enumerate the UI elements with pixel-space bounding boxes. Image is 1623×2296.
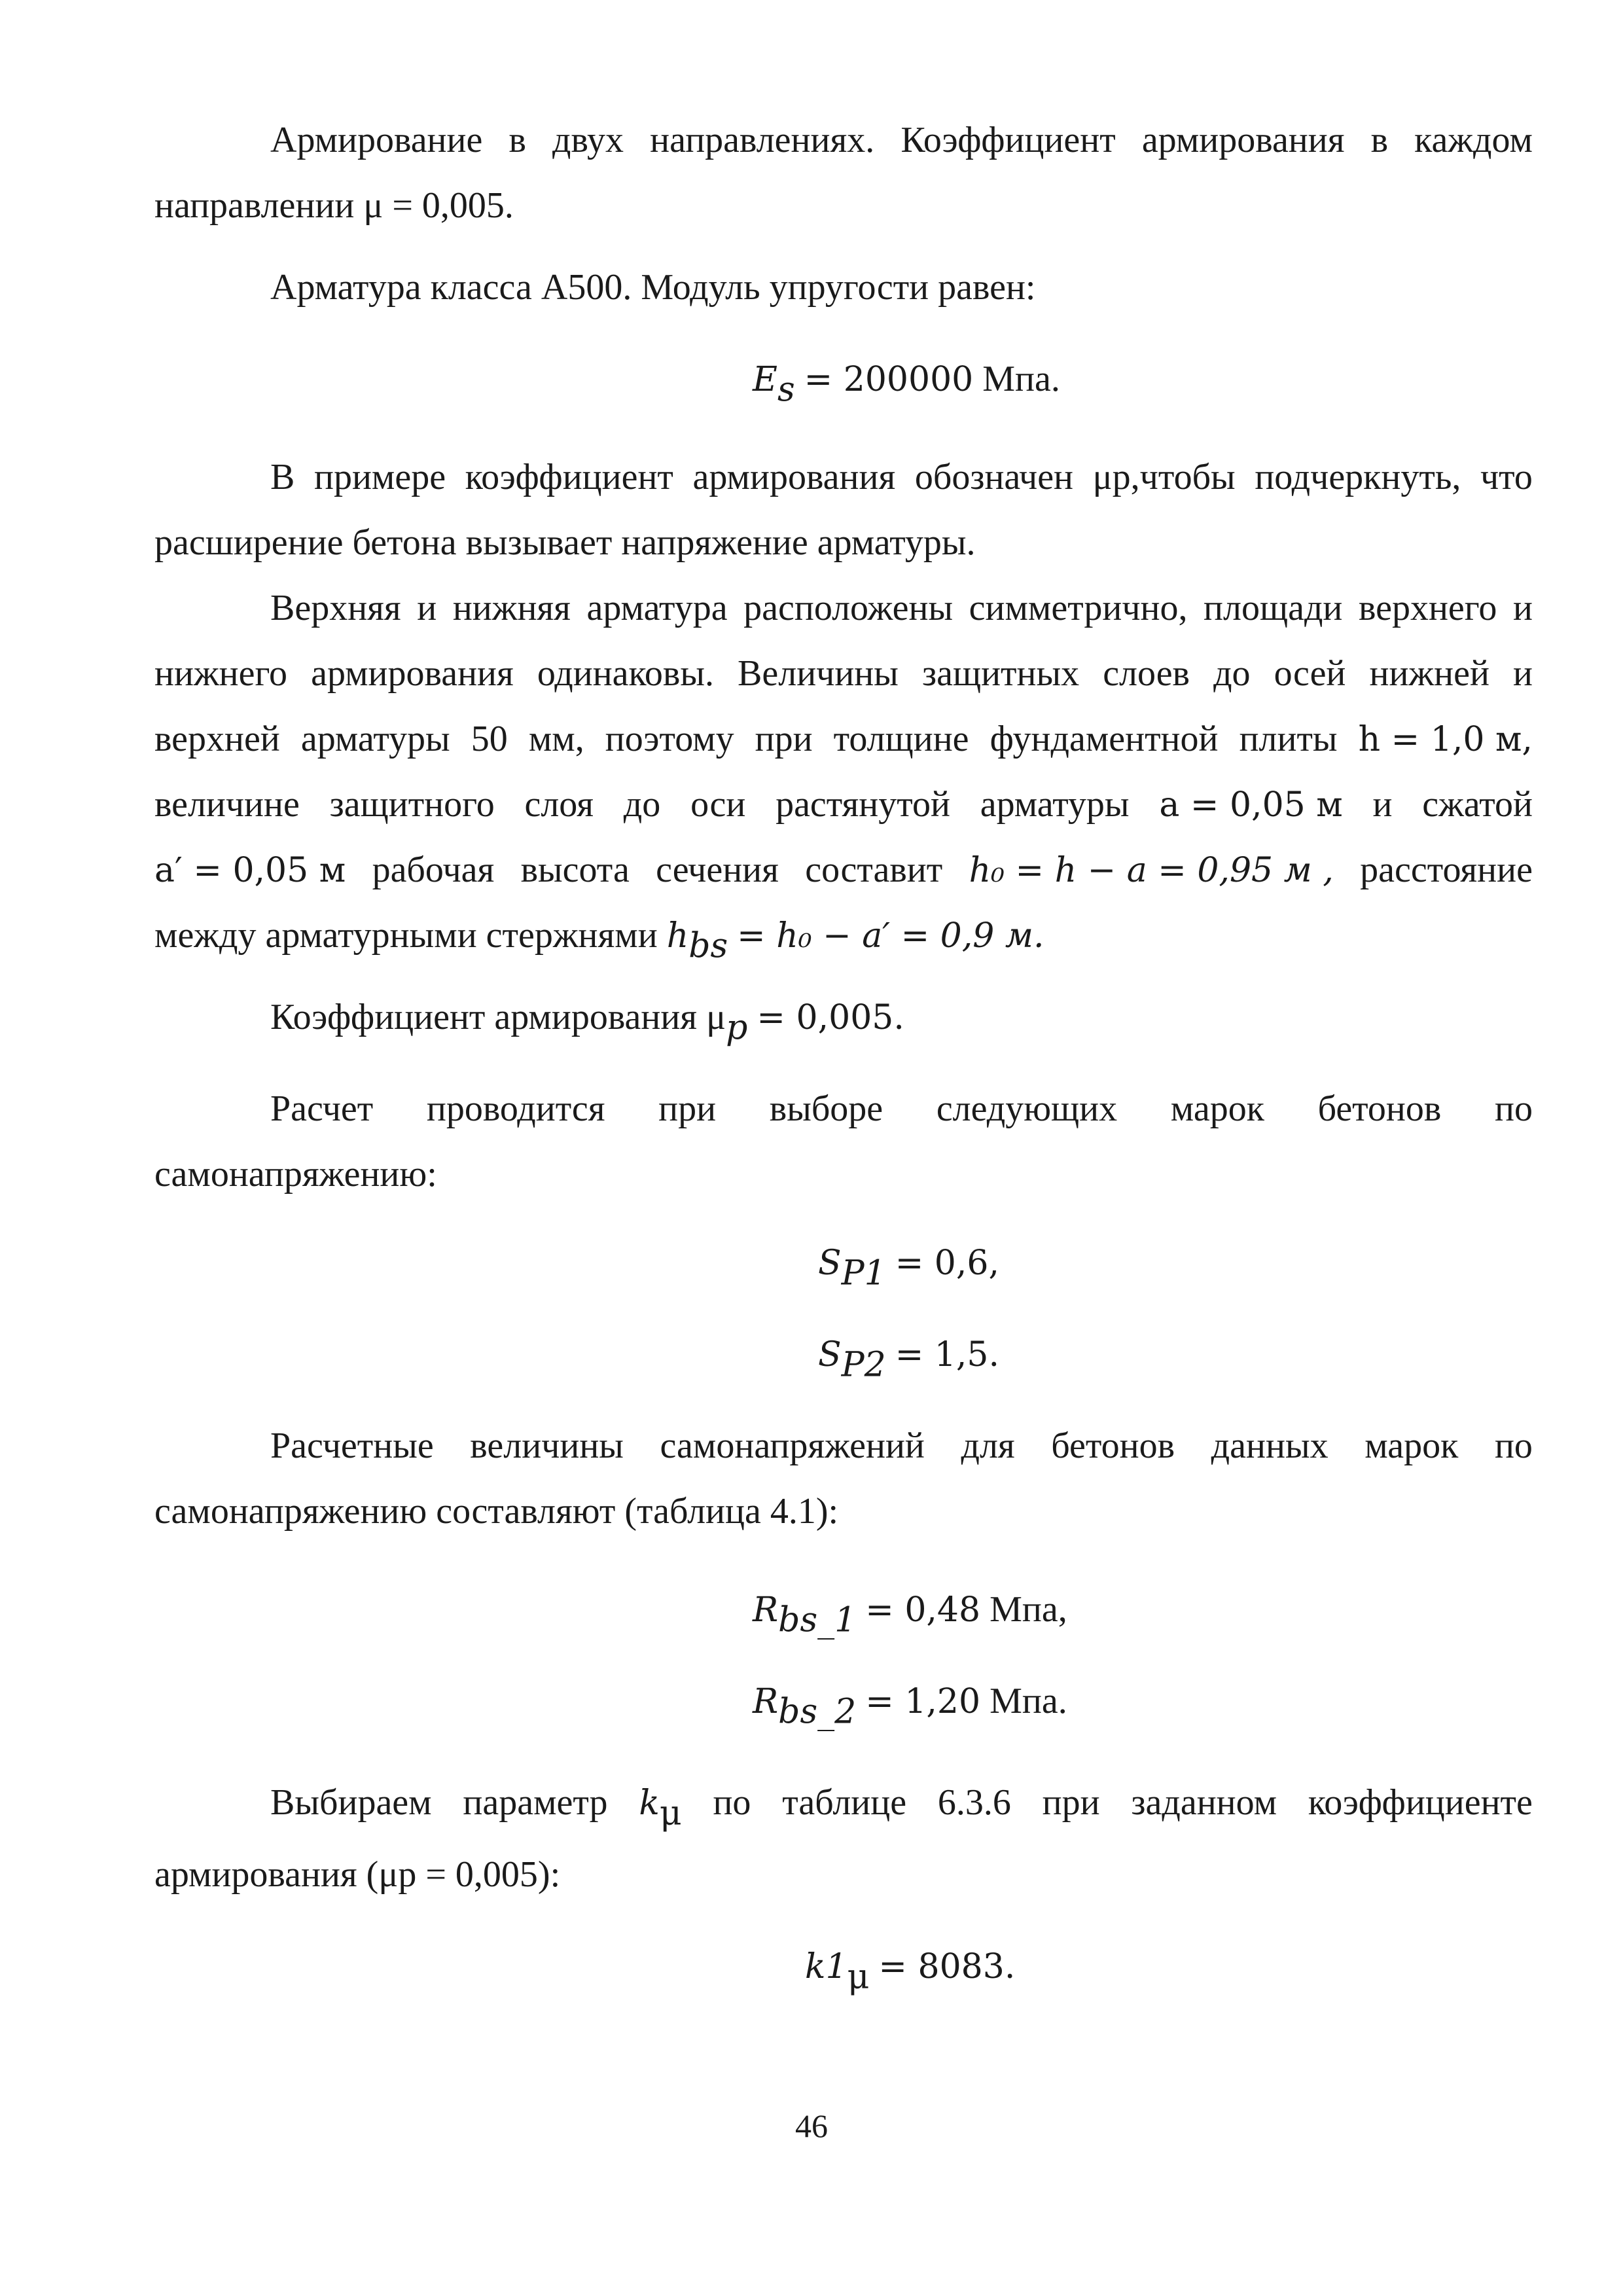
word: растянутой [776,784,950,825]
word: что [1480,457,1533,497]
eq-subscript: bs [688,926,728,966]
equation-sp1 [818,1239,1000,1293]
eq-subscript: μ [847,1957,870,1997]
word: защитного [329,784,495,825]
word: бетонов [1051,1426,1175,1466]
equation-k1 [805,1943,1016,1997]
paragraph-6-line-1 [270,1085,1533,1132]
word: по [1494,1088,1533,1129]
word: осей [1274,653,1346,694]
eq-symbol: k1 [805,1947,847,1986]
paragraph-3-line-2: расширение бетона вызывает напряжение арматуры. [154,522,976,563]
word: арматура [586,588,728,628]
word: расположены [743,588,954,628]
word: Величины [738,653,899,694]
eq-value: = 200000 [804,360,974,399]
word: до [623,784,661,825]
word: арматуры [300,719,450,759]
word: для [961,1426,1015,1466]
paragraph-1-line-2: направлении μ = 0,005. [154,185,514,226]
word: толщине [833,719,969,759]
page-number: 46 [795,2108,828,2144]
paragraph-4-line-5 [154,846,1533,893]
word: проводится [426,1088,605,1129]
eq-value: = 8083. [878,1947,1016,1986]
word: по [713,1782,751,1823]
word: В [270,457,295,497]
paragraph-4-line-2 [154,650,1533,697]
word: коэффициент [465,457,673,497]
inline-equation: h₀ = h − a = 0,95 м , [969,851,1334,890]
eq-subscript: bs_1 [778,1600,857,1640]
word: подчеркнуть, [1255,457,1461,497]
word: 6.3.6 [937,1782,1011,1823]
word: параметр [463,1782,608,1823]
word: в [1370,120,1389,160]
eq-unit: Мпа. [982,359,1060,399]
word: при [1042,1782,1100,1823]
word: нижняя [452,588,571,628]
eq-subscript: p [726,1008,748,1048]
eq-value: = h₀ − a′ = 0,9 м. [737,916,1044,956]
eq-subscript: P1 [841,1253,886,1293]
word: 50 [471,719,508,759]
word: Расчетные [270,1426,434,1466]
text-run: между арматурными стержнями [154,915,658,956]
word: симметрично, [969,588,1188,628]
word: плиты [1239,719,1338,759]
word: Выбираем [270,1782,432,1823]
word: по [1494,1426,1533,1466]
word: армирования [1141,120,1345,160]
word: в [508,120,526,160]
word: слоя [524,784,594,825]
word: величины [470,1426,624,1466]
word: мм, [528,719,584,759]
paragraph-4-line-4 [154,781,1533,828]
word: площади [1204,588,1343,628]
word: фундаментной [990,719,1219,759]
paragraph-4-line-6 [154,912,1533,966]
word: армирования [311,653,514,694]
word: армирования [692,457,896,497]
word: Коэффициент [901,120,1116,160]
word: нижнего [154,653,288,694]
word: Расчет [270,1088,374,1129]
word: величине [154,784,300,825]
word: коэффициенте [1308,1782,1533,1823]
inline-equation: a′ = 0,05 м [154,851,346,890]
equation-rbs2 [753,1677,1067,1732]
word: и [1512,588,1533,628]
eq-symbol: E [753,360,777,399]
equation-sp2 [818,1331,1000,1385]
word: при [658,1088,717,1129]
word: оси [690,784,746,825]
word: арматуры [980,784,1130,825]
word: сечения [656,850,779,890]
paragraph-2: Арматура класса А500. Модуль упругости равен: [270,267,1036,308]
eq-value: = 0,005. [757,998,904,1037]
word: составит [805,850,943,890]
inline-k-mu [639,1779,682,1833]
word: слоев [1103,653,1190,694]
eq-subscript: bs_2 [778,1692,857,1732]
eq-value: = 0,48 [865,1590,981,1630]
paragraph-5 [270,994,1533,1048]
word: и [417,588,437,628]
eq-symbol: h [666,916,689,956]
eq-unit: Мпа, [990,1589,1067,1630]
word: примере [313,457,446,497]
eq-subscript: μ [659,1793,682,1833]
word: марок [1364,1426,1459,1466]
word: каждом [1414,120,1533,160]
paragraph-7-line-1 [270,1422,1533,1469]
equation-rbs1 [753,1586,1067,1640]
word: и [1512,653,1533,694]
word: двух [552,120,624,160]
word: до [1213,653,1251,694]
word: сжатой [1422,784,1533,825]
word: следующих [936,1088,1118,1129]
word: высота [520,850,630,890]
word: поэтому [605,719,734,759]
eq-value: = 0,6, [895,1244,1000,1283]
word: данных [1211,1426,1329,1466]
word: верхнего [1358,588,1497,628]
paragraph-1-line-1 [270,117,1533,164]
equation-es [753,355,1060,410]
eq-value: = 1,20 [865,1682,981,1721]
word: направлениях. [650,120,875,160]
word: μp,чтобы [1092,457,1236,497]
word: таблице [782,1782,907,1823]
word: выборе [769,1088,883,1129]
word: Армирование [270,120,483,160]
word: нижней [1369,653,1489,694]
word: при [755,719,813,759]
word: рабочая [372,850,495,890]
word: верхней [154,719,280,759]
paragraph-4-line-3 [154,715,1533,762]
paragraph-3-line-1 [270,454,1533,501]
word: бетонов [1317,1088,1442,1129]
text-run: Коэффициент армирования μ [270,997,726,1037]
eq-subscript: s [777,370,795,410]
paragraph-8-line-2: армирования (μр = 0,005): [154,1854,561,1895]
eq-symbol: S [818,1244,842,1283]
word: расстояние [1360,850,1533,890]
paragraph-4-line-1 [270,584,1533,632]
eq-value: = 1,5. [895,1335,1000,1374]
inline-equation: a = 0,05 м [1159,785,1343,825]
word: Верхняя [270,588,401,628]
word: марок [1170,1088,1264,1129]
word: и [1372,784,1393,825]
word: защитных [921,653,1080,694]
eq-symbol: R [753,1682,779,1721]
word: обозначен [914,457,1074,497]
inline-equation: h = 1,0 м, [1358,720,1533,759]
paragraph-6-line-2: самонапряжению: [154,1154,437,1194]
eq-symbol: S [818,1335,842,1374]
word: одинаковы. [537,653,714,694]
word: самонапряжений [660,1426,925,1466]
eq-unit: Мпа. [990,1681,1067,1721]
word: заданном [1131,1782,1277,1823]
eq-subscript: P2 [841,1345,886,1385]
eq-symbol: k [639,1784,660,1823]
eq-symbol: R [753,1590,779,1630]
paragraph-7-line-2: самонапряжению составляют (таблица 4.1): [154,1491,839,1532]
paragraph-8-line-1 [270,1779,1533,1833]
